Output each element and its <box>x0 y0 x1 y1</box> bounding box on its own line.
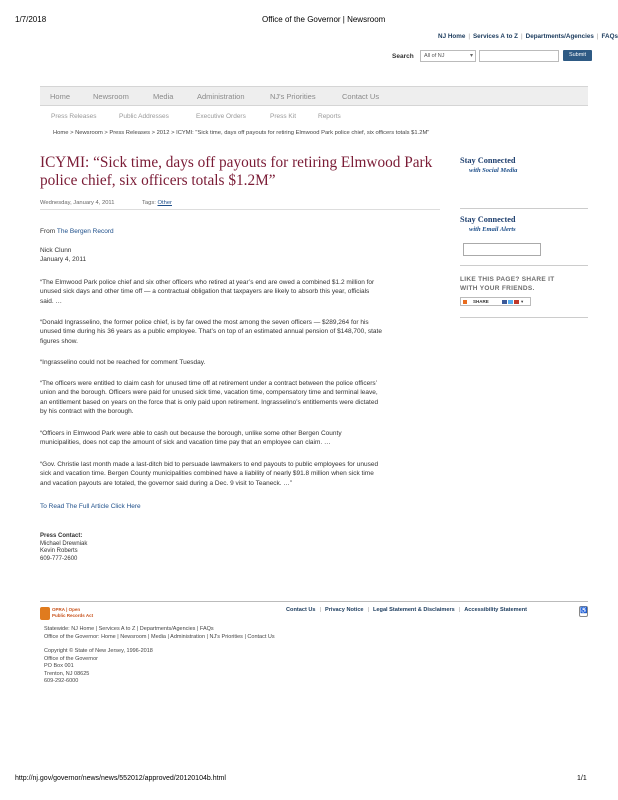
tag-link[interactable]: Other <box>157 200 172 206</box>
share-label: SHARE <box>473 299 489 304</box>
paragraph <box>40 318 435 346</box>
email-heading: Stay Connected <box>460 215 516 224</box>
social-heading: Stay Connected <box>460 156 516 165</box>
divider <box>460 265 588 266</box>
subnav-press-releases[interactable]: Press Releases <box>51 113 97 120</box>
text-line: “The officers were entitled to claim cash for unused time off at retirement under a contract between the police officers’ <box>40 380 378 387</box>
text-line: sick and vacation time. Bergen County municipalities combined have a liability of nearly $91.8 million when sick time <box>40 470 374 478</box>
opra-logo-line: Public Records Act <box>52 613 94 618</box>
text-line: and vacation payouts are totaled, the governor said during a Dec. 9 visit to Teaneck. …” <box>40 479 293 487</box>
text-line: “Donald Ingrasselino, the former police chief, is by far owed the most among the seven officers — $289,264 for his <box>40 319 369 326</box>
text-line: figures show. <box>40 337 78 345</box>
paragraph <box>40 460 435 488</box>
text-line: an entitlement based on years on the force that is only paid upon retirement. Ingrasselino’s entitlements were dictated <box>40 398 379 406</box>
separator: | <box>367 607 369 613</box>
nav-media[interactable]: Media <box>153 92 174 101</box>
text-line: “Officers in Elmwood Park were able to cash out because the borough, unlike some other Bergen County <box>40 430 342 437</box>
text-line: “Ingrasselino could not be reached for comment Tuesday. <box>40 359 206 366</box>
title-line: police chief, six officers totals $1.2M” <box>40 171 276 189</box>
print-title: Office of the Governor | Newsroom <box>262 15 386 24</box>
address-line: Office of the Governor <box>44 655 99 662</box>
opra-logo-icon <box>40 607 50 620</box>
util-link-nj-home[interactable]: NJ Home <box>438 33 466 40</box>
office-links[interactable]: Office of the Governor: Home | Newsroom | Media | Administration | NJ's Priorities | Contact Us <box>44 634 275 640</box>
share-button[interactable] <box>460 297 531 306</box>
text-line: unused time during his 36 years as a public employee. That’s on top of an estimated annual pension of $148,700, state <box>40 328 382 336</box>
text-line: said. … <box>40 297 63 305</box>
separator: | <box>468 33 470 40</box>
search-scope-value: All of NJ <box>424 53 445 59</box>
copyright: Copyright © State of New Jersey, 1996-2018 <box>44 648 153 654</box>
text-line: by his contract with the borough. <box>40 407 134 415</box>
chevron-down-icon: ▾ <box>469 53 473 59</box>
print-date: 1/7/2018 <box>15 15 47 24</box>
subnav-press-kit[interactable]: Press Kit <box>270 113 297 120</box>
nav-home[interactable]: Home <box>50 92 71 101</box>
footer-link-accessibility[interactable]: Accessibility Statement <box>464 607 528 613</box>
nav-administration[interactable]: Administration <box>197 92 245 101</box>
search-submit-button[interactable]: Submit <box>563 50 592 61</box>
text-line: union and the borough. Officers were paid for unused sick time, vacation time, compensatory time and terminal leave, <box>40 389 378 397</box>
separator: | <box>458 607 461 613</box>
source-link[interactable]: The Bergen Record <box>56 228 114 235</box>
separator: | <box>319 607 321 613</box>
breadcrumb: Home > Newsroom > Press Releases > 2012 > ICYMI: "Sick time, days off payouts for retiring Elmwood Park police chief, six officers totals $1.2M" <box>53 130 430 136</box>
author: Nick Clunn <box>40 247 72 254</box>
contact-name: Michael Drewniak <box>40 540 88 547</box>
chevron-down-icon: ▾ <box>521 298 524 304</box>
nav-contact[interactable]: Contact Us <box>342 92 380 101</box>
footer-divider <box>40 601 588 602</box>
byline-date: January 4, 2011 <box>40 256 87 264</box>
email-input[interactable] <box>463 243 541 256</box>
main-nav <box>40 86 588 106</box>
paragraph <box>40 278 435 306</box>
tags-label: Tags: <box>142 200 156 206</box>
util-link-faqs[interactable]: FAQs <box>601 33 618 40</box>
share-icon <box>463 300 467 304</box>
share-prompt-line: LIKE THIS PAGE? SHARE IT <box>460 276 555 283</box>
title-line: ICYMI: “Sick time, days off payouts for retiring Elmwood Park <box>40 154 433 171</box>
statewide-links[interactable]: Statewide: NJ Home | Services A to Z | Departments/Agencies | FAQs <box>44 626 214 632</box>
article-meta <box>40 200 440 210</box>
address-line: PO Box 001 <box>44 663 74 669</box>
search-input[interactable] <box>479 50 559 62</box>
subnav-executive-orders[interactable]: Executive Orders <box>196 113 246 120</box>
social-media-link[interactable]: with Social Media <box>469 167 518 174</box>
email-alerts-link[interactable]: with Email Alerts <box>469 226 516 233</box>
address-line: Trenton, NJ 08625 <box>44 670 90 677</box>
press-contact <box>40 533 435 563</box>
subnav-reports[interactable]: Reports <box>318 113 341 120</box>
subnav-public-addresses[interactable]: Public Addresses <box>119 113 169 120</box>
press-contact-label: Press Contact: <box>40 533 83 539</box>
paragraph <box>40 379 435 416</box>
text-line: municipalities, does not cap the amount of sick and vacation time pay that an employee can claim. … <box>40 439 331 447</box>
separator: | <box>596 33 599 40</box>
share-prompt-line: WITH YOUR FRIENDS. <box>460 285 535 292</box>
separator: | <box>521 33 523 40</box>
paragraph <box>40 358 435 367</box>
read-full-article-link[interactable]: To Read The Full Article Click Here <box>40 503 141 510</box>
util-link-departments[interactable]: Departments/Agencies <box>525 33 594 40</box>
divider <box>460 208 588 209</box>
footer-link-legal[interactable]: Legal Statement & Disclaimers <box>373 607 455 613</box>
page-title <box>40 154 440 189</box>
article-date: Wednesday, January 4, 2011 <box>40 200 115 206</box>
nav-priorities[interactable]: NJ's Priorities <box>270 92 316 101</box>
from-label: From <box>40 228 56 235</box>
contact-name: Kevin Roberts <box>40 548 78 555</box>
footer-links <box>286 607 527 613</box>
footer-address <box>44 648 153 686</box>
article-tags <box>142 200 172 206</box>
contact-phone: 609-777-2600 <box>40 555 78 562</box>
divider <box>460 317 588 318</box>
accessibility-icon[interactable]: ♿ <box>579 606 588 617</box>
opra-logo-line: OPRA | Open <box>52 607 81 612</box>
paragraph <box>40 429 435 448</box>
footer-link-contact[interactable]: Contact Us <box>286 607 316 613</box>
article-source <box>40 227 435 236</box>
facebook-icon <box>502 300 507 305</box>
print-page-number: 1/1 <box>577 775 587 782</box>
text-line: “Gov. Christie last month made a last-ditch bid to persuade lawmakers to end payouts to public employees for unused <box>40 461 379 468</box>
email-icon <box>514 300 519 305</box>
utility-links <box>438 33 618 40</box>
util-link-services[interactable]: Services A to Z <box>472 33 519 40</box>
twitter-icon <box>508 300 513 305</box>
footer-link-privacy[interactable]: Privacy Notice <box>324 607 364 613</box>
share-prompt <box>460 275 554 293</box>
text-line: “The Elmwood Park police chief and six other officers who retired at year’s end are owed a combined $1.2 million for <box>40 279 375 286</box>
opra-logo[interactable] <box>40 607 94 621</box>
nav-newsroom[interactable]: Newsroom <box>93 92 129 101</box>
print-url: http://nj.gov/governor/news/news/552012/approved/20120104b.html <box>15 775 226 782</box>
search-scope-select[interactable] <box>420 50 476 62</box>
article-byline <box>40 246 435 265</box>
address-line: 609-292-6000 <box>44 678 79 684</box>
search-label: Search <box>392 53 414 60</box>
text-line: unused sick days and other time off — a contractual obligation that taxpayers are likely to absorb this year, officials <box>40 288 370 296</box>
